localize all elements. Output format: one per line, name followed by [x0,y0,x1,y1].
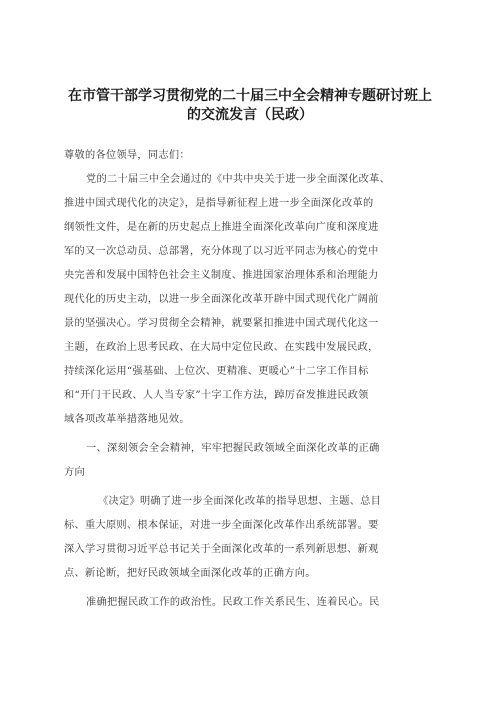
paragraph-line: 党的二十届三中全会通过的《中共中央关于进一步全面深化改革、 [86,174,391,185]
paragraph-line: 深入学习贯彻习近平总书记关于全面深化改革的一系列新思想、新观 [64,544,379,555]
salutation: 尊敬的各位领导，同志们： [64,150,190,161]
paragraph-line: 景的坚强决心。学习贯彻全会精神，就要紧扣推进中国式现代化这一 [64,318,379,329]
paragraph-line: 持续深化运用“强基础、上位次、更精准、更暖心”十二字工作目标 [64,366,369,377]
paragraph-line: 和“开门干民政、人人当专家”十字工作方法，踔厉奋发推进民政领 [64,390,369,401]
paragraph-line: 推进中国式现代化的决定》，是指导新征程上进一步全面深化改革的 [64,198,374,209]
section-heading-line: 一、深刻领会全会精神，牢牢把握民政领域全面深化改革的正确 [86,443,380,454]
paragraph-line: 点、新论断，把好民政领域全面深化改革的正确方向。 [64,568,316,579]
paragraph-line: 主题，在政治上思考民政、在大局中定位民政、在实践中发展民政， [64,342,379,353]
paragraph-line: 准确把握民政工作的政治性。民政工作关系民生、连着民心。民 [86,597,380,608]
paragraph-line: 央完善和发展中国特色社会主义制度、推进国家治理体系和治理能力 [64,270,379,281]
paragraph-line: 域各项改革举措落地见效。 [64,414,190,425]
document-title-line-1: 在市管干部学习贯彻党的二十届三中全会精神专题研讨班上 [68,88,432,104]
paragraph-line: 标、重大原则、根本保证，对进一步全面深化改革作出系统部署。要 [64,520,379,531]
paragraph-line: 《决定》明确了进一步全面深化改革的指导思想、主题、总目 [98,496,382,507]
paragraph-line: 军的又一次总动员、总部署，充分体现了以习近平同志为核心的党中 [64,246,379,257]
document-title-line-2: 的交流发言（民政） [187,107,313,123]
paragraph-line: 现代化的历史主动，以进一步全面深化改革开辟中国式现代化广阔前 [64,294,379,305]
paragraph-line: 纲领性文件，是在新的历史起点上推进全面深化改革向广度和深度进 [64,222,379,233]
section-heading-line: 方向 [64,467,85,478]
